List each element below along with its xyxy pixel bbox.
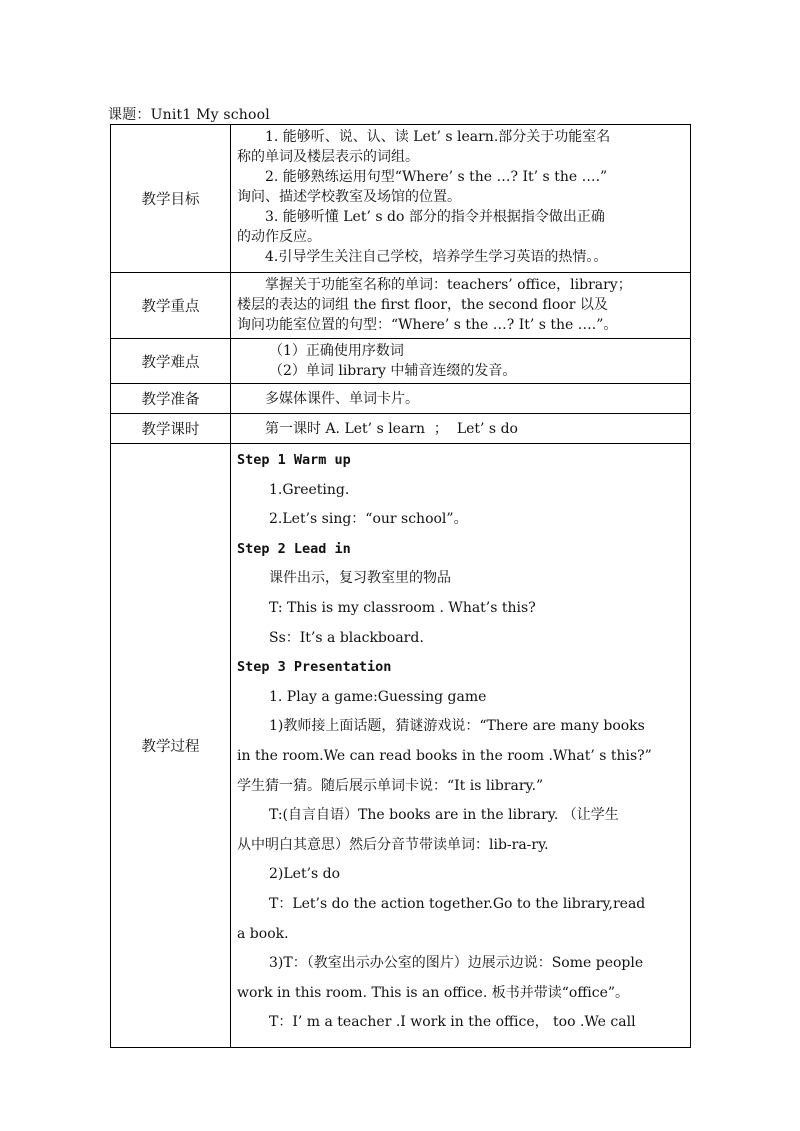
process-line: 3)T：（教室出示办公室的图片）边展示边说：Some people bbox=[269, 955, 644, 972]
process-line: 1.Greeting. bbox=[269, 481, 350, 498]
content-key-points bbox=[231, 273, 691, 339]
objective-line: 询问、描述学校教室及场馆的位置。 bbox=[237, 189, 461, 205]
difficulty-line: （2）单词 library 中辅音连缀的发音。 bbox=[269, 363, 517, 379]
content-objectives bbox=[231, 125, 691, 273]
label-objectives: 教学目标 bbox=[111, 125, 231, 273]
process-line: Ss：It’s a blackboard. bbox=[269, 629, 424, 646]
lesson-plan-table bbox=[110, 124, 691, 1048]
step-heading: Step 3 Presentation bbox=[237, 659, 392, 676]
objective-line: 4.引导学生关注自己学校，培养学生学习英语的热情。。 bbox=[265, 249, 608, 265]
process-line: T: This is my classroom . What’s this? bbox=[269, 599, 536, 616]
row-preparation bbox=[111, 384, 691, 414]
objective-line: 1. 能够听、说、认、读 Let’ s learn.部分关于功能室名 bbox=[265, 129, 611, 145]
process-line: T：Let’s do the action together.Go to the library,read bbox=[269, 895, 646, 912]
objective-line: 的动作反应。 bbox=[237, 229, 321, 245]
process-line: 2)Let’s do bbox=[269, 866, 341, 883]
row-process bbox=[111, 444, 691, 1048]
key-point-line: 询问功能室位置的句型：“Where’ s the …? It’ s the ….”。 bbox=[237, 317, 618, 333]
preparation-text: 多媒体课件、单词卡片。 bbox=[265, 390, 419, 407]
row-key-points bbox=[111, 273, 691, 339]
objective-line: 称的单词及楼层表示的词组。 bbox=[237, 149, 419, 165]
label-preparation: 教学准备 bbox=[111, 384, 231, 414]
objective-line: 2. 能够熟练运用句型“Where’ s the …? It’ s the ….” bbox=[265, 169, 608, 185]
process-line: 1)教师接上面话题，猜谜游戏说：“There are many books bbox=[269, 718, 645, 735]
process-line: 2.Let’s sing：“our school”。 bbox=[269, 511, 468, 528]
label-key-points: 教学重点 bbox=[111, 273, 231, 339]
step-heading: Step 2 Lead in bbox=[237, 540, 351, 557]
key-point-line: 楼层的表达的词组 the first floor，the second floor 以及 bbox=[237, 297, 608, 313]
objective-line: 3. 能够听懂 Let’ s do 部分的指令并根据指令做出正确 bbox=[265, 209, 605, 225]
label-process: 教学过程 bbox=[111, 444, 231, 1048]
content-preparation bbox=[231, 384, 691, 414]
process-line: work in this room. This is an office. 板书并带读“office”。 bbox=[237, 984, 630, 1001]
process-line: 学生猜一猜。随后展示单词卡说：“It is library.” bbox=[237, 777, 544, 794]
process-line: 从中明白其意思）然后分音节带读单词：lib-ra-ry. bbox=[237, 836, 549, 853]
process-line: T：I’ m a teacher .I work in the office， too .We call bbox=[269, 1014, 636, 1031]
lesson-title: 课题：Unit1 My school bbox=[108, 107, 270, 123]
label-difficulties: 教学难点 bbox=[111, 339, 231, 384]
row-difficulties bbox=[111, 339, 691, 384]
content-process bbox=[231, 444, 691, 1048]
content-lesson-time bbox=[231, 414, 691, 444]
process-line: in the room.We can read books in the room .What’ s this?” bbox=[237, 747, 652, 764]
process-line: 1. Play a game:Guessing game bbox=[269, 688, 487, 705]
process-line: a book. bbox=[237, 925, 289, 942]
content-difficulties bbox=[231, 339, 691, 384]
key-point-line: 掌握关于功能室名称的单词：teachers’ office，library； bbox=[265, 277, 632, 293]
process-line: T:(自言自语）The books are in the library. （让学生 bbox=[269, 807, 619, 824]
row-lesson-time bbox=[111, 414, 691, 444]
label-lesson-time: 教学课时 bbox=[111, 414, 231, 444]
difficulty-line: （1）正确使用序数词 bbox=[269, 343, 404, 359]
lesson-time-text: 第一课时 A. Let’ s learn ； Let’ s do bbox=[265, 420, 518, 437]
step-heading: Step 1 Warm up bbox=[237, 452, 351, 468]
process-line: 课件出示，复习教室里的物品 bbox=[269, 570, 451, 587]
row-objectives bbox=[111, 125, 691, 273]
